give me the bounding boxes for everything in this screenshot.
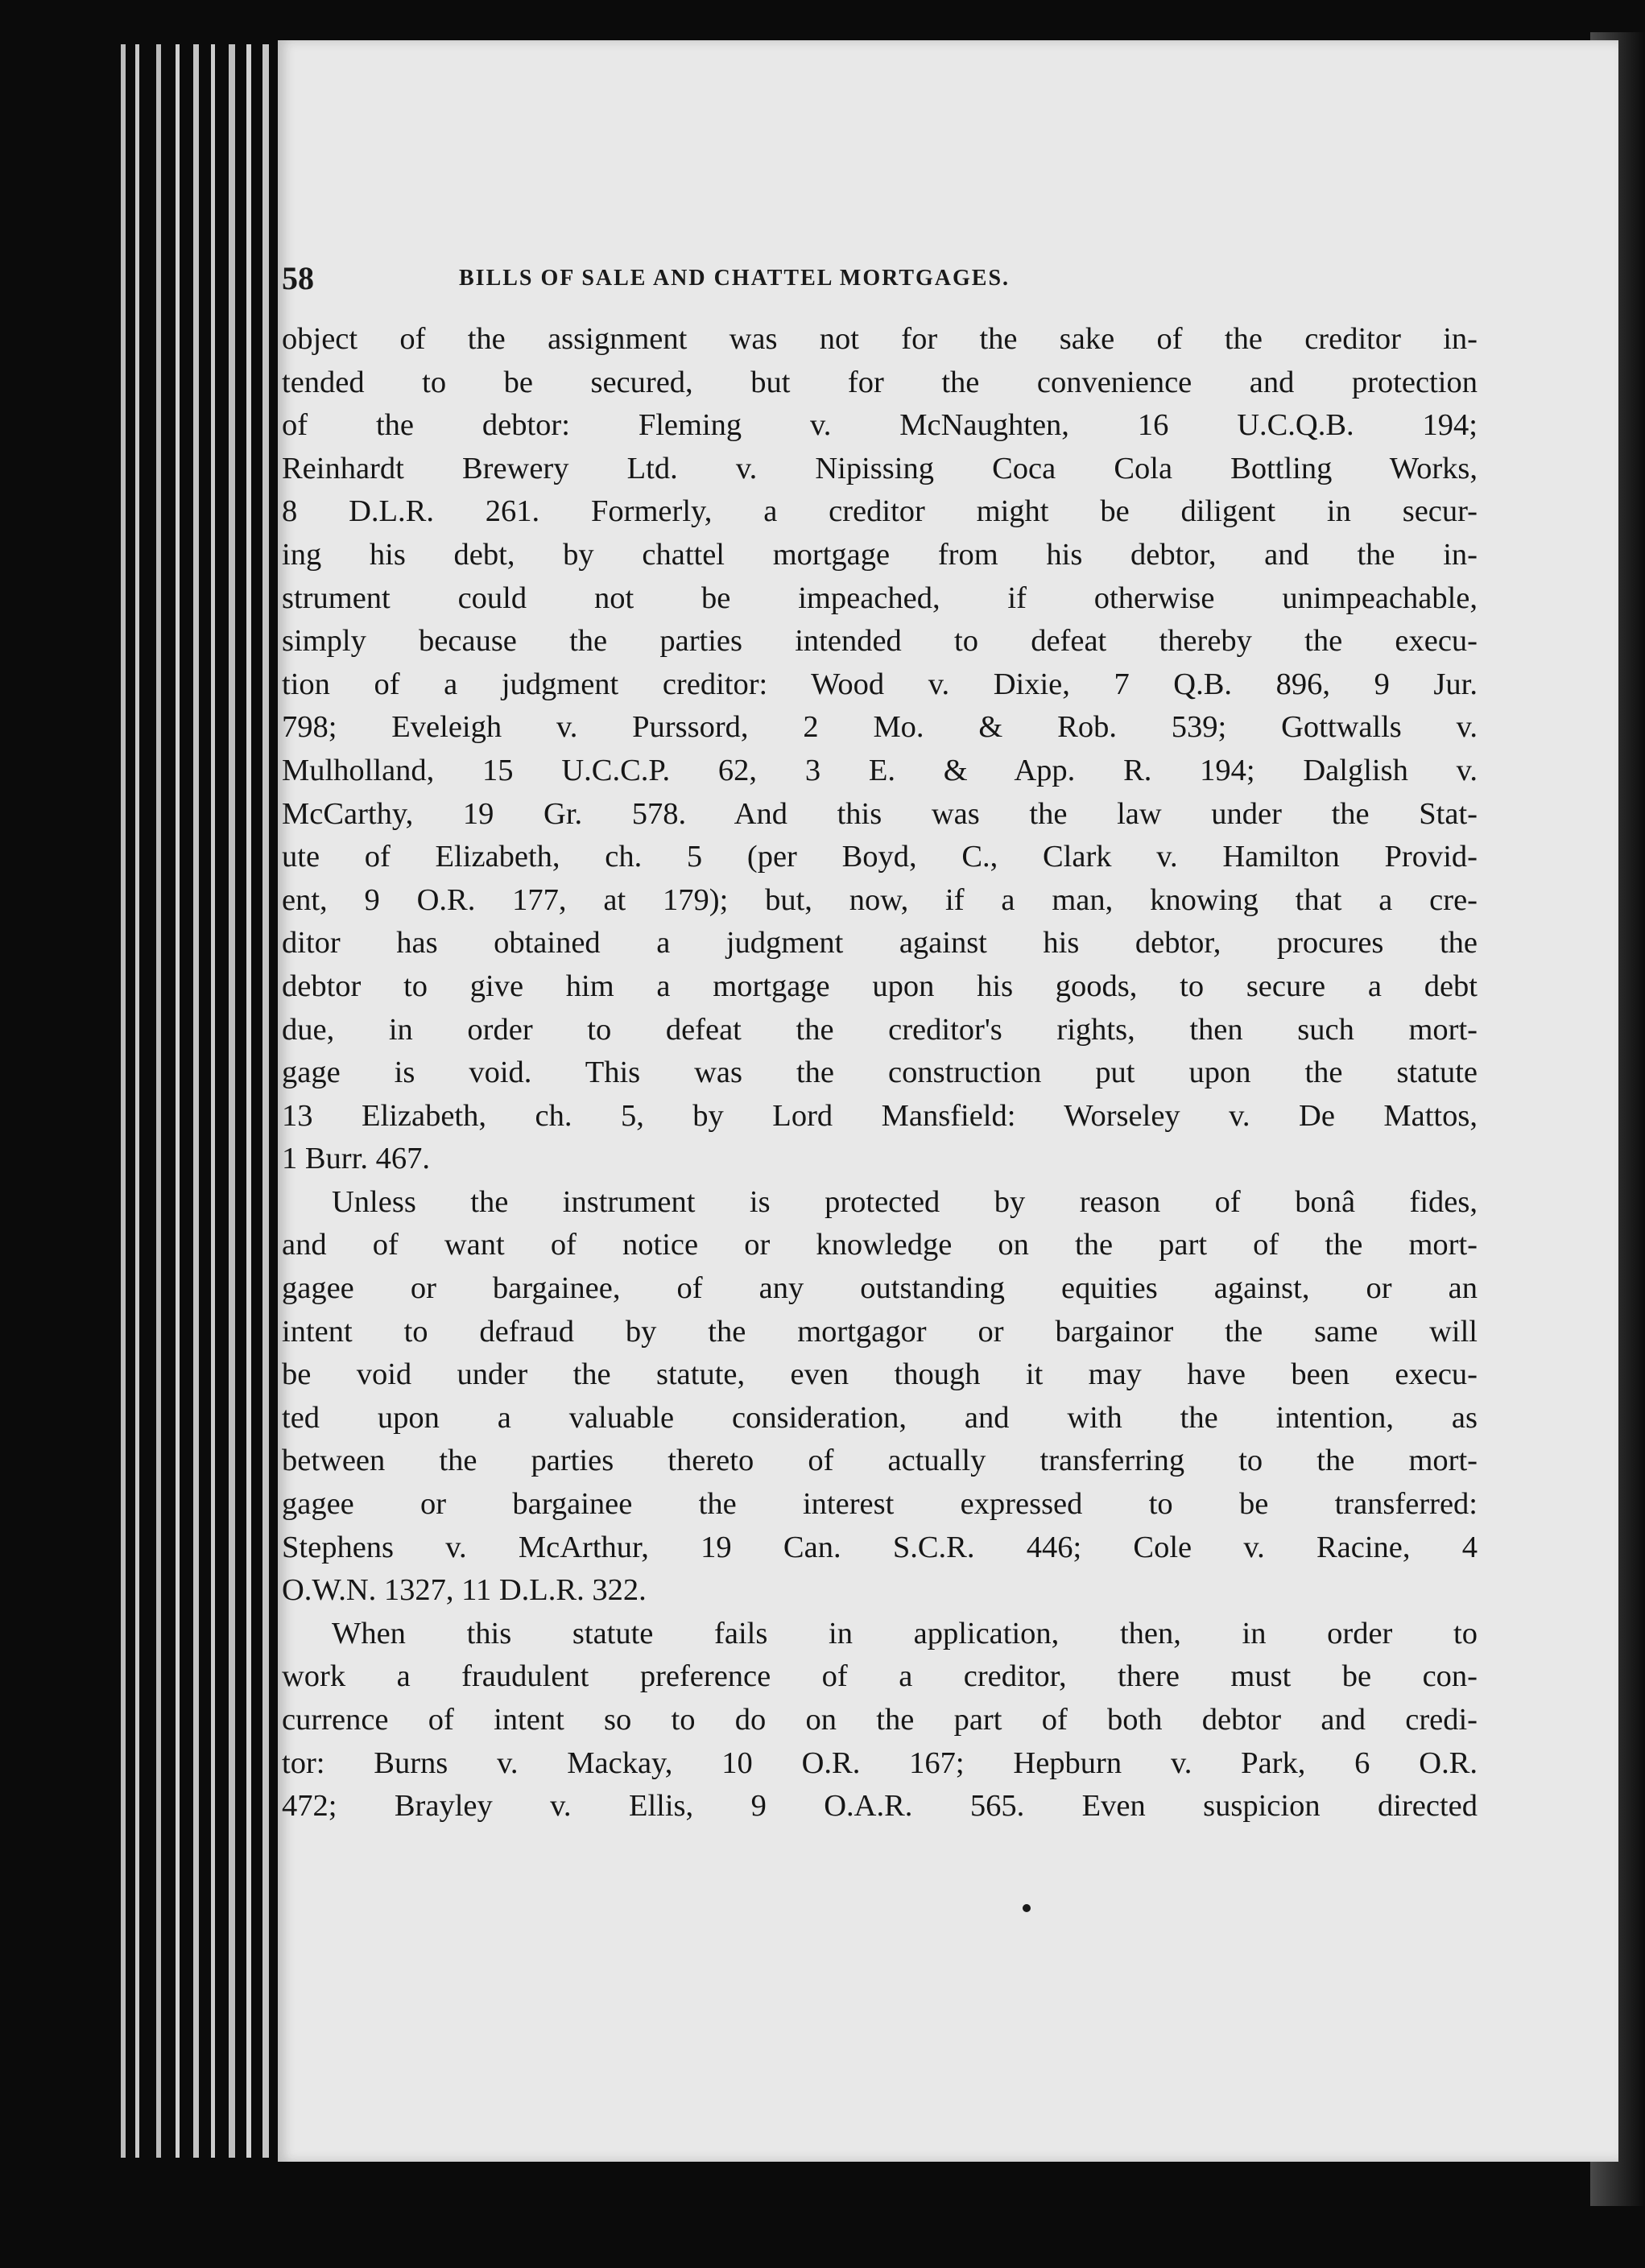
text-line: object of the assignment was not for the sake of the creditor in- bbox=[282, 322, 1478, 356]
text-line: and of want of notice or knowledge on the part of the mort- bbox=[282, 1228, 1478, 1262]
running-head bbox=[282, 259, 1168, 300]
text-line: between the parties thereto of actually transferring to the mort- bbox=[282, 1444, 1478, 1478]
text-line: be void under the statute, even though it may have been execu- bbox=[282, 1357, 1478, 1392]
text-line: When this statute fails in application, then, in order to bbox=[332, 1616, 1478, 1650]
text-line: ent, 9 O.R. 177, at 179); but, now, if a man, knowing that a cre- bbox=[282, 882, 1478, 917]
text-line: Stephens v. McArthur, 19 Can. S.C.R. 446; Cole v. Racine, 4 bbox=[282, 1530, 1478, 1564]
body-text bbox=[282, 318, 1478, 1828]
text-line: strument could not be impeached, if otherwise unimpeachable, bbox=[282, 580, 1478, 615]
text-line: of the debtor: Fleming v. McNaughten, 16 U.C.Q.B. 194; bbox=[282, 408, 1478, 443]
text-line: ute of Elizabeth, ch. 5 (per Boyd, C., Clark v. Hamilton Provid- bbox=[282, 840, 1478, 874]
text-line: ted upon a valuable consideration, and with the intention, as bbox=[282, 1400, 1478, 1435]
text-line: 798; Eveleigh v. Purssord, 2 Mo. & Rob. 539; Gottwalls v. bbox=[282, 710, 1478, 745]
text-line: 1 Burr. 467. bbox=[282, 1142, 430, 1176]
text-line: 472; Brayley v. Ellis, 9 O.A.R. 565. Even suspicion directed bbox=[282, 1789, 1478, 1824]
text-line: ditor has obtained a judgment against his debtor, procures the bbox=[282, 926, 1478, 960]
text-line: simply because the parties intended to defeat thereby the execu- bbox=[282, 624, 1478, 659]
text-line: work a fraudulent preference of a creditor, there must be con- bbox=[282, 1659, 1478, 1694]
text-line: ing his debt, by chattel mortgage from his debtor, and the in- bbox=[282, 537, 1478, 572]
text-line: McCarthy, 19 Gr. 578. And this was the law under the Stat- bbox=[282, 796, 1478, 831]
text-line: tion of a judgment creditor: Wood v. Dixie, 7 Q.B. 896, 9 Jur. bbox=[282, 667, 1478, 701]
text-line: Mulholland, 15 U.C.C.P. 62, 3 E. & App. R. 194; Dalglish v. bbox=[282, 753, 1478, 787]
text-line: intent to defraud by the mortgagor or bargainor the same will bbox=[282, 1314, 1478, 1349]
page-edges bbox=[121, 44, 290, 2158]
text-line: tor: Burns v. Mackay, 10 O.R. 167; Hepburn v. Park, 6 O.R. bbox=[282, 1745, 1478, 1780]
text-line: O.W.N. 1327, 11 D.L.R. 322. bbox=[282, 1573, 647, 1608]
running-head-title: BILLS OF SALE AND CHATTEL MORTGAGES. bbox=[459, 266, 1011, 291]
text-line: due, in order to defeat the creditor's rights, then such mort- bbox=[282, 1012, 1478, 1047]
text-line: currence of intent so to do on the part of both debtor and credi- bbox=[282, 1703, 1478, 1737]
page-number: 58 bbox=[282, 260, 314, 296]
text-line: 13 Elizabeth, ch. 5, by Lord Mansfield: Worseley v. De Mattos, bbox=[282, 1098, 1478, 1133]
text-line: gage is void. This was the construction put upon the statute bbox=[282, 1056, 1478, 1090]
text-line: Unless the instrument is protected by reason of bonâ fides, bbox=[332, 1184, 1478, 1219]
text-line: gagee or bargainee the interest expressed to be transferred: bbox=[282, 1487, 1478, 1522]
text-line: tended to be secured, but for the convenience and protection bbox=[282, 365, 1478, 399]
text-line: gagee or bargainee, of any outstanding equities against, or an bbox=[282, 1271, 1478, 1306]
text-line: Reinhardt Brewery Ltd. v. Nipissing Coca Cola Bottling Works, bbox=[282, 451, 1478, 485]
text-line: 8 D.L.R. 261. Formerly, a creditor might be diligent in secur- bbox=[282, 494, 1478, 529]
text-line: debtor to give him a mortgage upon his goods, to secure a debt bbox=[282, 969, 1478, 1003]
ink-dot bbox=[1023, 1904, 1031, 1912]
